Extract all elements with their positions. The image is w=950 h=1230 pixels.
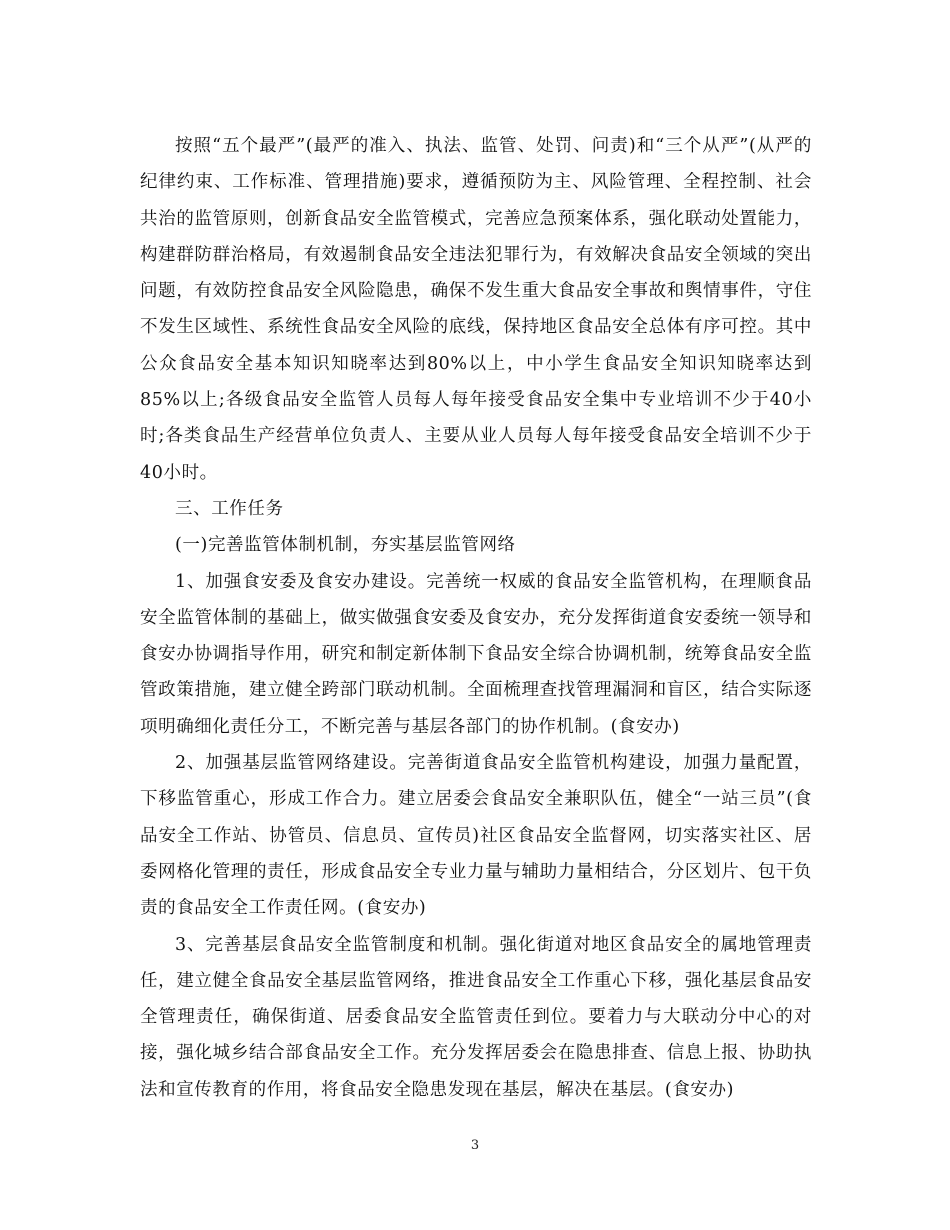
page-number: 3	[470, 1138, 480, 1153]
subsection-heading-1: (一)完善监管体制机制，夯实基层监管网络	[175, 535, 516, 556]
section-heading-tasks: 三、工作任务	[175, 498, 284, 519]
paragraph-item-2: 2、加强基层监管网络建设。完善街道食品安全监管机构建设，加强力量配置，下移监管重心，形成工作合力。建立居委会食品安全兼职队伍，健全“一站三员”(食品安全工作站、协管员、信息员、宣传员)社区食品安全监督网，切实落实社区、居委网格化管理的责任，形成食品安全专业力量与辅助力量相结合，分区划片、包干负责的食品安全工作责任网。(食安办)	[140, 753, 812, 919]
paragraph-goals: 按照“五个最严”(最严的准入、执法、监管、处罚、问责)和“三个从严”(从严的纪律约束、工作标准、管理措施)要求，遵循预防为主、风险管理、全程控制、社会共治的监管原则，创新食品安全监管模式，完善应急预案体系，强化联动处置能力，构建群防群治格局，有效遏制食品安全违法犯罪行为，有效解决食品安全领域的突出问题，有效防控食品安全风险隐患，确保不发生重大食品安全事故和舆情事件，守住不发生区域性、系统性食品安全风险的底线，保持地区食品安全总体有序可控。其中公众食品安全基本知识知晓率达到80%以上，中小学生食品安全知识知晓率达到85%以上;各级食品安全监管人员每人每年接受食品安全集中专业培训不少于40小时;各类食品生产经营单位负责人、主要从业人员每人每年接受食品安全培训不少于40小时。	[140, 136, 812, 483]
paragraph-item-1: 1、加强食安委及食安办建设。完善统一权威的食品安全监管机构，在理顺食品安全监管体制的基础上，做实做强食安委及食安办，充分发挥街道食安委统一领导和食安办协调指导作用，研究和制定新体制下食品安全综合协调机制，统筹食品安全监管政策措施，建立健全跨部门联动机制。全面梳理查找管理漏洞和盲区，结合实际逐项明确细化责任分工，不断完善与基层各部门的协作机制。(食安办)	[140, 571, 812, 737]
paragraph-item-3: 3、完善基层食品安全监管制度和机制。强化街道对地区食品安全的属地管理责任，建立健全食品安全基层监管网络，推进食品安全工作重心下移，强化基层食品安全管理责任，确保街道、居委食品安全监管责任到位。要着力与大联动分中心的对接，强化城乡结合部食品安全工作。充分发挥居委会在隐患排查、信息上报、协助执法和宣传教育的作用，将食品安全隐患发现在基层，解决在基层。(食安办)	[140, 934, 812, 1100]
document-body	[140, 128, 812, 1108]
